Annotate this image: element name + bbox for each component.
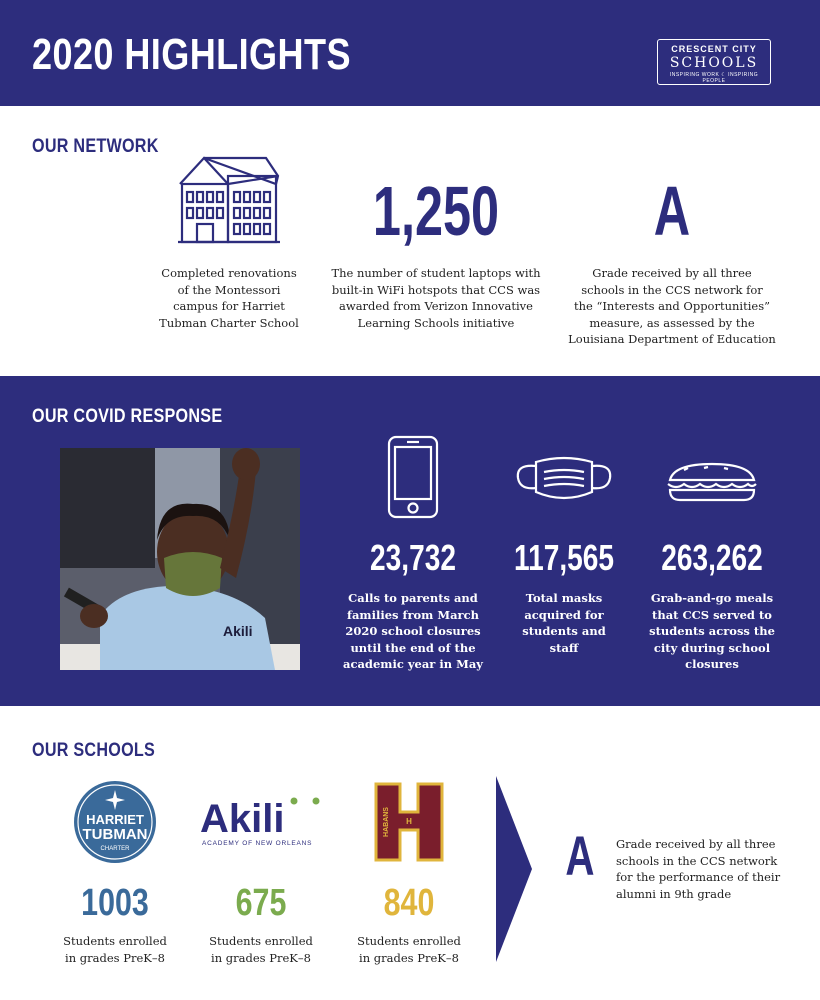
- covid-meals-value: 263,262: [661, 537, 763, 578]
- habans-enrollment-value: 840: [383, 882, 435, 924]
- schools-grade-value: A: [565, 824, 595, 887]
- tubman-enrollment-value: 1003: [81, 882, 149, 924]
- akili-enrollment-caption: Students enrolled in grades PreK–8: [209, 934, 313, 965]
- page-title: 2020 HIGHLIGHTS: [32, 30, 351, 79]
- harriet-tubman-logo: [73, 780, 157, 864]
- habans-logo-text: HABANS: [383, 807, 390, 837]
- logo-tagline: INSPIRING WORK ☾ INSPIRING PEOPLE: [669, 72, 759, 84]
- habans-enrollment-caption: Students enrolled in grades PreK–8: [357, 934, 461, 965]
- network-caption-renovations: Completed renovations of the Montessori campus for Harriet Tubman Charter School: [159, 266, 299, 330]
- tubman-logo-line1: HARRIET: [86, 812, 144, 827]
- logo-line1: CRESCENT CITY: [671, 44, 757, 54]
- covid-section: [0, 376, 820, 706]
- school-building-icon: [178, 154, 280, 246]
- akili-logo: [196, 792, 326, 848]
- network-laptops-value: 1,250: [372, 172, 500, 250]
- network-heading: OUR NETWORK: [32, 136, 159, 157]
- network-caption-laptops: The number of student laptops with built-in WiFi hotspots that CCS was awarded from Verizon Innovative Learning Schools initiative: [331, 266, 541, 330]
- covid-calls-value: 23,732: [370, 537, 456, 578]
- logo-line2: SCHOOLS: [669, 55, 759, 71]
- student-photo-illustration: [60, 448, 300, 670]
- covid-masks-value: 117,565: [514, 537, 614, 578]
- crescent-city-schools-logo: [657, 39, 771, 85]
- covid-masks-caption: Total masks acquired for students and staff: [522, 591, 606, 655]
- student-photo: [60, 448, 300, 670]
- tubman-logo-line2: TUBMAN: [82, 826, 148, 843]
- header-banner: [0, 0, 820, 106]
- akili-logo-line1: Akili: [200, 797, 285, 841]
- akili-enrollment-value: 675: [235, 882, 287, 924]
- covid-calls-caption: Calls to parents and families from March 2020 school closures until the end of the academic year in May: [343, 591, 483, 671]
- network-grade-value: A: [653, 172, 691, 250]
- sandwich-icon: [664, 462, 760, 502]
- covid-meals-caption: Grab-and-go meals that CCS served to students across the city during school closures: [649, 591, 775, 671]
- tubman-logo-line3: CHARTER: [100, 846, 130, 852]
- mask-icon: [514, 456, 614, 502]
- chevron-right-icon: [496, 776, 536, 962]
- schools-heading: OUR SCHOOLS: [32, 740, 156, 761]
- habans-logo: [374, 782, 444, 862]
- phone-icon: [387, 435, 439, 519]
- schools-grade-caption: Grade received by all three schools in the CCS network for the performance of their alumni in 9th grade: [616, 837, 781, 901]
- akili-logo-line2: ACADEMY OF NEW ORLEANS: [202, 840, 313, 847]
- covid-heading: OUR COVID RESPONSE: [32, 406, 223, 427]
- habans-logo-letter: H: [406, 817, 412, 826]
- network-caption-grade: Grade received by all three schools in the CCS network for the “Interests and Opportunities” measure, as assessed by the Louisiana Department of Education: [568, 266, 776, 346]
- tubman-enrollment-caption: Students enrolled in grades PreK–8: [63, 934, 167, 965]
- shirt-text: Akili: [223, 623, 253, 639]
